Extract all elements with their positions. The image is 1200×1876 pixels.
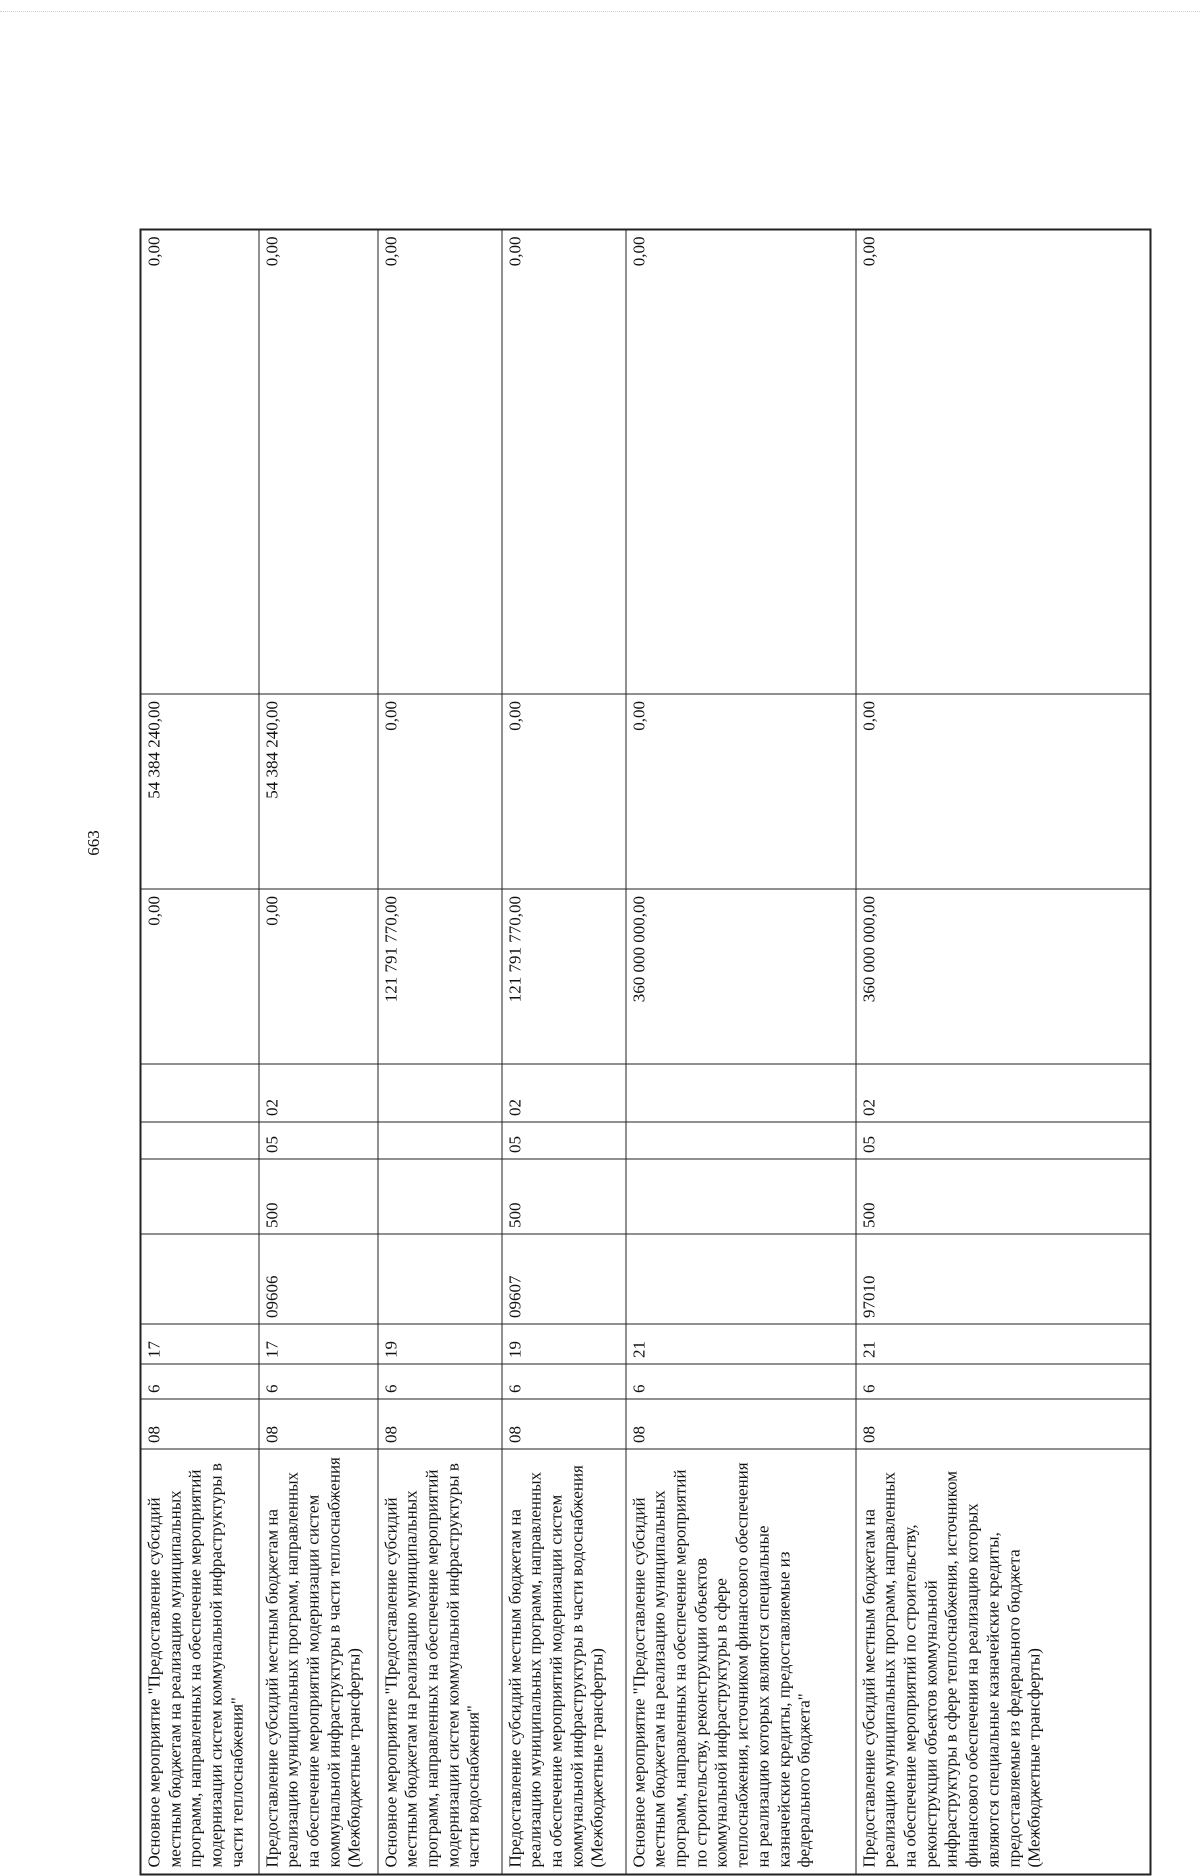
- row-description: Основное мероприятие "Предоставление субсидий местным бюджетам на реализацию муниципальных программ, направленных на обеспечение мероприятий модернизации систем коммунальной инфраструктуры в части теплоснабжения": [141, 1450, 259, 1875]
- cell-chapter: [626, 1123, 856, 1160]
- cell-target-article: 09606: [259, 1235, 378, 1325]
- cell-subprogram: 19: [378, 1325, 502, 1365]
- cell-amount-2: 0,00: [626, 695, 856, 890]
- cell-section: 08: [378, 1400, 502, 1450]
- cell-expense-type: [626, 1160, 856, 1235]
- cell-amount-1: 360 000 000,00: [856, 890, 1151, 1065]
- cell-program: 6: [502, 1365, 626, 1400]
- cell-target-article: [141, 1235, 259, 1325]
- table-row: [626, 230, 856, 1875]
- row-description: Основное мероприятие "Предоставление субсидий местным бюджетам на реализацию муниципальных программ, направленных на обеспечение мероприятий по строительству, реконструкции объектов коммунальной инфраструктуры в сфере теплоснабжения, источником финансового обеспечения на реализацию которых являются специальные казначейские кредиты, предоставляемые из федерального бюджета": [626, 1450, 856, 1875]
- cell-section: 08: [626, 1400, 856, 1450]
- cell-subprogram: 19: [502, 1325, 626, 1365]
- table-body: [141, 230, 1151, 1875]
- cell-amount-2: 0,00: [856, 695, 1151, 890]
- cell-section: 08: [856, 1400, 1151, 1450]
- cell-amount-1: 0,00: [259, 890, 378, 1065]
- row-description: Предоставление субсидий местным бюджетам на реализацию муниципальных программ, направленных на обеспечение мероприятий модернизации систем коммунальной инфраструктуры в части водоснабжения (Межбюджетные трансферты): [502, 1450, 626, 1875]
- cell-subprogram: 17: [141, 1325, 259, 1365]
- cell-chapter: 05: [856, 1123, 1151, 1160]
- budget-table: [140, 229, 1152, 1876]
- cell-expense-type: [378, 1160, 502, 1235]
- row-description: Предоставление субсидий местным бюджетам на реализацию муниципальных программ, направленных на обеспечение мероприятий модернизации систем коммунальной инфраструктуры в части теплоснабжения (Межбюджетные трансферты): [259, 1450, 378, 1875]
- cell-subsection: 02: [259, 1065, 378, 1123]
- page-number: 663: [84, 830, 103, 856]
- cell-chapter: [378, 1123, 502, 1160]
- cell-program: 6: [141, 1365, 259, 1400]
- cell-section: 08: [259, 1400, 378, 1450]
- cell-amount-3: 0,00: [141, 230, 259, 695]
- cell-chapter: 05: [502, 1123, 626, 1160]
- row-description: Предоставление субсидий местным бюджетам на реализацию муниципальных программ, направленных на обеспечение мероприятий по строительству, реконструкции объектов коммунальной инфраструктуры в сфере теплоснабжения, источником финансового обеспечения на реализацию которых являются специальные казначейские кредиты, предоставляемые из федерального бюджета (Межбюджетные трансферты): [856, 1450, 1151, 1875]
- cell-subprogram: 21: [626, 1325, 856, 1365]
- cell-chapter: 05: [259, 1123, 378, 1160]
- cell-expense-type: 500: [502, 1160, 626, 1235]
- cell-amount-1: 121 791 770,00: [502, 890, 626, 1065]
- cell-section: 08: [141, 1400, 259, 1450]
- cell-subsection: 02: [856, 1065, 1151, 1123]
- cell-amount-2: 54 384 240,00: [259, 695, 378, 890]
- cell-subprogram: 17: [259, 1325, 378, 1365]
- cell-amount-2: 0,00: [378, 695, 502, 890]
- cell-target-article: 09607: [502, 1235, 626, 1325]
- cell-expense-type: 500: [259, 1160, 378, 1235]
- table-row: [856, 230, 1151, 1875]
- cell-subprogram: 21: [856, 1325, 1151, 1365]
- table-row: [259, 230, 378, 1875]
- cell-section: 08: [502, 1400, 626, 1450]
- cell-amount-3: 0,00: [378, 230, 502, 695]
- cell-expense-type: 500: [856, 1160, 1151, 1235]
- cell-amount-1: 121 791 770,00: [378, 890, 502, 1065]
- cell-amount-1: 360 000 000,00: [626, 890, 856, 1065]
- cell-program: 6: [259, 1365, 378, 1400]
- scan-edge: [0, 0, 1200, 12]
- cell-subsection: [378, 1065, 502, 1123]
- cell-program: 6: [378, 1365, 502, 1400]
- cell-amount-3: 0,00: [856, 230, 1151, 695]
- cell-amount-3: 0,00: [502, 230, 626, 695]
- cell-program: 6: [856, 1365, 1151, 1400]
- cell-amount-2: 0,00: [502, 695, 626, 890]
- table-row: [141, 230, 259, 1875]
- row-description: Основное мероприятие "Предоставление субсидий местным бюджетам на реализацию муниципальных программ, направленных на обеспечение мероприятий модернизации систем коммунальной инфраструктуры в части водоснабжения": [378, 1450, 502, 1875]
- cell-subsection: 02: [502, 1065, 626, 1123]
- cell-target-article: [626, 1235, 856, 1325]
- cell-chapter: [141, 1123, 259, 1160]
- cell-target-article: 97010: [856, 1235, 1151, 1325]
- cell-program: 6: [626, 1365, 856, 1400]
- cell-amount-1: 0,00: [141, 890, 259, 1065]
- budget-table-rotated: [140, 231, 1150, 1876]
- cell-subsection: [626, 1065, 856, 1123]
- cell-target-article: [378, 1235, 502, 1325]
- cell-amount-3: 0,00: [259, 230, 378, 695]
- cell-expense-type: [141, 1160, 259, 1235]
- cell-amount-3: 0,00: [626, 230, 856, 695]
- table-row: [502, 230, 626, 1875]
- cell-amount-2: 54 384 240,00: [141, 695, 259, 890]
- cell-subsection: [141, 1065, 259, 1123]
- table-row: [378, 230, 502, 1875]
